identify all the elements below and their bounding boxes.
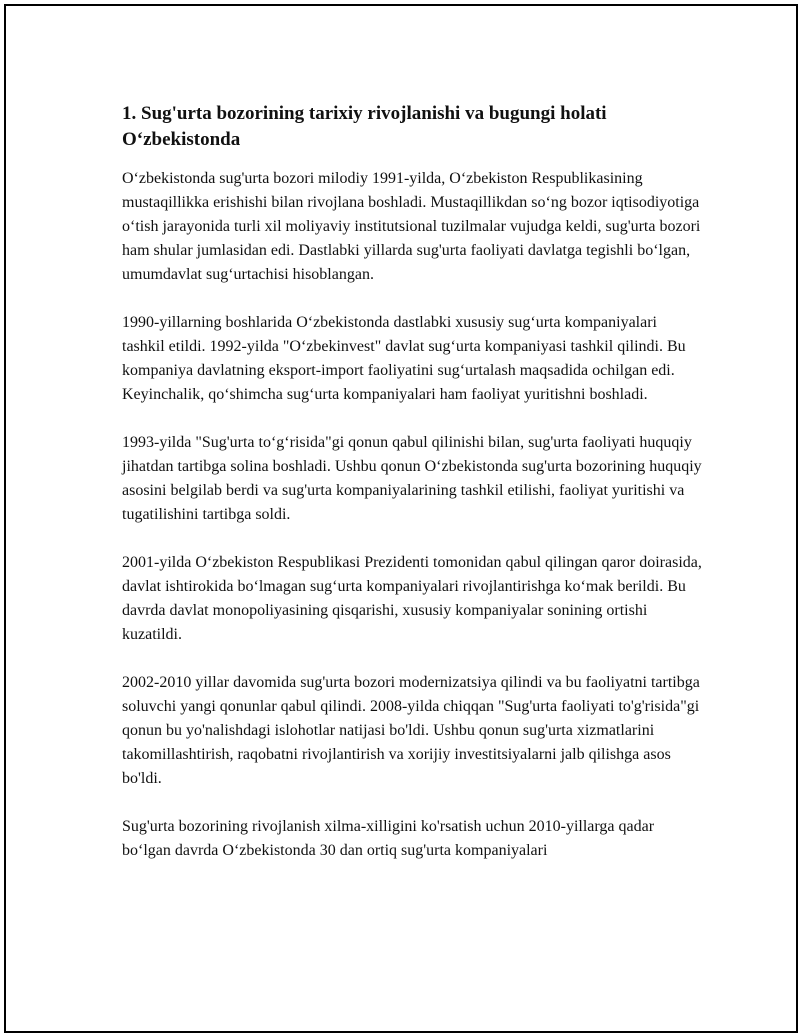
page-frame bbox=[4, 4, 798, 1033]
section-heading: 1. Sug'urta bozorining tarixiy rivojlanishi va bugungi holati O‘zbekistonda bbox=[122, 103, 607, 150]
paragraph-4: 2001-yilda O‘zbekiston Respublikasi Prezidenti tomonidan qabul qilingan qaror doirasida, davlat ishtirokida bo‘lmagan sug‘urta kompaniyalari rivojlantirishga ko‘mak berildi. Bu davrda davlat monopoliyasining qisqarishi, xususiy kompaniyalar sonining ortishi kuzatildi. bbox=[122, 554, 702, 643]
paragraph-1: O‘zbekistonda sug'urta bozori milodiy 1991-yilda, O‘zbekiston Respublikasining mustaqillikka erishishi bilan rivojlana boshladi. Mustaqillikdan so‘ng bozor iqtisodiyotiga o‘tish jarayonida turli xil moliyaviy institutsional tuzilmalar vujudga keldi, sug'urta bozori ham shular jumlasidan edi. Dastlabki yillarda sug'urta faoliyati davlatga tegishli bo‘lgan, umumdavlat sug‘urtachisi hisoblangan. bbox=[122, 170, 701, 283]
paragraph-5: 2002-2010 yillar davomida sug'urta bozori modernizatsiya qilindi va bu faoliyatni tartibga soluvchi yangi qonunlar qabul qilindi. 2008-yilda chiqqan "Sug'urta faoliyati to'g'risida"gi qonun bu yo'nalishdagi islohotlar natijasi bo'ldi. Ushbu qonun sug'urta xizmatlarini takomillashtirish, raqobatni rivojlantirish va xorijiy investitsiyalarni jalb qilishga asos bo'ldi. bbox=[122, 674, 700, 787]
paragraph-2: 1990-yillarning boshlarida O‘zbekistonda dastlabki xususiy sug‘urta kompaniyalari tashkil etildi. 1992-yilda "O‘zbekinvest" davlat sug‘urta kompaniyasi tashkil qilindi. Bu kompaniya davlatning eksport-import faoliyatini sug‘urtalash maqsadida ochilgan edi. Keyinchalik, qo‘shimcha sug‘urta kompaniyalari ham faoliyat yuritishni boshladi. bbox=[122, 314, 686, 403]
document-body bbox=[122, 101, 702, 887]
paragraph-6: Sug'urta bozorining rivojlanish xilma-xilligini ko'rsatish uchun 2010-yillarga qadar bo‘lgan davrda O‘zbekistonda 30 dan ortiq sug'urta kompaniyalari bbox=[122, 818, 655, 859]
paragraph-3: 1993-yilda "Sug'urta to‘g‘risida"gi qonun qabul qilinishi bilan, sug'urta faoliyati huquqiy jihatdan tartibga solina boshladi. Ushbu qonun O‘zbekistonda sug'urta bozorining huquqiy asosini belgilab berdi va sug'urta kompaniyalarining tashkil etilishi, faoliyat yuritishi va tugatilishini tartibga soldi. bbox=[122, 434, 702, 523]
